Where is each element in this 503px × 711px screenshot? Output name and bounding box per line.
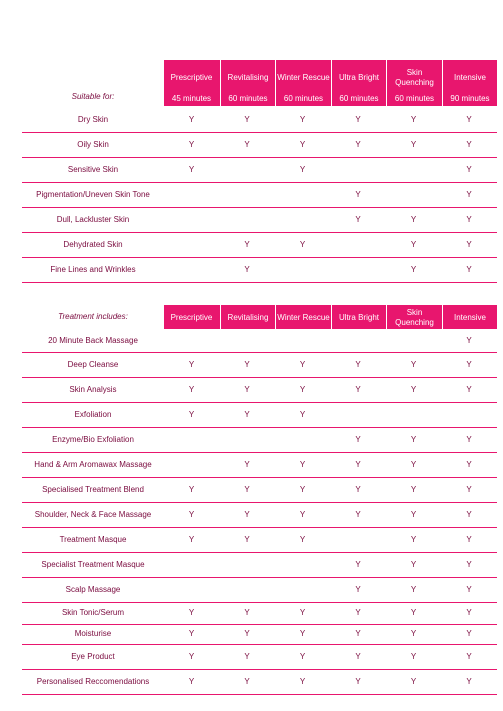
treatment-name: Revitalising (227, 313, 269, 322)
table-cell: Y (299, 139, 306, 149)
treatment-duration: 60 minutes (339, 94, 379, 103)
row-label: Specialist Treatment Masque (41, 559, 145, 569)
table-row (22, 427, 497, 453)
table-cell: Y (410, 384, 417, 394)
table-row (22, 330, 497, 353)
table-cell: Y (466, 139, 472, 149)
table-cell: Y (299, 651, 306, 661)
treatment-name: Ultra Bright (338, 73, 379, 82)
table-cell: Y (410, 559, 417, 569)
table-cell: Y (410, 484, 417, 494)
table-row (22, 624, 497, 645)
table-cell: Y (188, 409, 195, 419)
table-cell: Y (188, 509, 195, 519)
treatment-name: Winter Rescue (277, 313, 330, 322)
table-row (22, 477, 497, 503)
header-treatment-4 (386, 305, 442, 329)
table-cell: Y (188, 384, 195, 394)
table-cell: Y (355, 484, 361, 494)
table-cell: Y (244, 484, 250, 494)
table-cell: Y (466, 608, 472, 617)
row-label: Pigmentation/Uneven Skin Tone (36, 189, 150, 199)
table-cell: Y (188, 608, 195, 617)
table-cell: Y (466, 584, 472, 594)
row-label: Dry Skin (77, 114, 109, 124)
table-cell: Y (410, 139, 417, 149)
header-treatment-3 (331, 60, 387, 106)
header-treatment-0 (164, 60, 219, 106)
row-label: Oily Skin (77, 139, 109, 149)
table-cell: Y (466, 651, 472, 661)
table-row (22, 257, 497, 283)
table-cell: Y (410, 459, 417, 469)
table-cell: Y (244, 676, 250, 686)
table-cell: Y (188, 676, 195, 686)
table-cell: Y (188, 651, 195, 661)
row-label: Exfoliation (74, 409, 112, 419)
table-cell: Y (466, 676, 472, 686)
header-treatment-2 (275, 305, 331, 329)
table-row (22, 527, 497, 553)
table-cell: Y (299, 629, 306, 638)
treatment-name: Revitalising (227, 73, 269, 82)
treatment-name: Prescriptive (170, 313, 213, 322)
table-cell: Y (299, 239, 306, 249)
row-label: Treatment Masque (59, 534, 127, 544)
table-cell: Y (188, 114, 195, 124)
row-label: 20 Minute Back Massage (48, 336, 138, 345)
header-treatment-5 (442, 305, 498, 329)
table-cell: Y (355, 114, 361, 124)
table-cell: Y (244, 629, 250, 638)
row-label: Sensitive Skin (67, 164, 119, 174)
table-cell: Y (466, 434, 472, 444)
table-cell: Y (466, 534, 472, 544)
table-cell: Y (355, 509, 361, 519)
table-row (22, 577, 497, 603)
table-cell: Y (410, 214, 417, 224)
table-cell: Y (244, 264, 250, 274)
table-cell: Y (244, 459, 250, 469)
table-cell: Y (466, 189, 472, 199)
table-row (22, 132, 497, 158)
table-cell: Y (410, 114, 417, 124)
treatment-duration: 90 minutes (450, 94, 490, 103)
table-cell: Y (299, 384, 306, 394)
table-cell: Y (244, 534, 250, 544)
table-cell: Y (355, 139, 361, 149)
header-treatment-1 (220, 305, 276, 329)
table-row (22, 107, 497, 133)
treatment-name: Intensive (453, 313, 487, 322)
table-cell: Y (466, 384, 472, 394)
table1-section-title: Suitable for: (71, 92, 115, 101)
table-cell: Y (355, 189, 361, 199)
row-label: Personalised Reccomendations (36, 676, 150, 686)
treatment-name: Winter Rescue (277, 73, 330, 82)
table-cell: Y (244, 509, 250, 519)
table-cell: Y (244, 651, 250, 661)
row-label: Scalp Massage (65, 584, 121, 594)
table-cell: Y (244, 114, 250, 124)
table-cell: Y (410, 584, 417, 594)
table-cell: Y (355, 214, 361, 224)
row-label: Enzyme/Bio Exfoliation (52, 434, 134, 444)
table-cell: Y (188, 484, 195, 494)
header-treatment-5 (442, 60, 498, 106)
row-label: Specialised Treatment Blend (42, 484, 144, 494)
row-label: Shoulder, Neck & Face Massage (34, 509, 152, 519)
table-cell: Y (299, 484, 306, 494)
treatment-duration: 45 minutes (171, 94, 212, 103)
treatment-name: Intensive (453, 73, 487, 82)
table-cell: Y (299, 676, 306, 686)
table-cell: Y (466, 629, 472, 638)
header-treatment-4 (386, 60, 442, 106)
table-cell: Y (188, 359, 195, 369)
table2-section-title: Treatment includes: (58, 312, 128, 321)
treatment-name: Ultra Bright (338, 313, 379, 322)
table-cell: Y (355, 676, 361, 686)
table-row (22, 157, 497, 183)
row-label: Skin Analysis (69, 384, 117, 394)
table-cell: Y (299, 608, 306, 617)
table-cell: Y (466, 459, 472, 469)
table-cell: Y (244, 409, 250, 419)
table-cell: Y (299, 359, 306, 369)
table-cell: Y (188, 629, 195, 638)
row-label: Dehydrated Skin (63, 239, 123, 249)
table-row (22, 232, 497, 258)
table2-header (164, 305, 497, 329)
table-cell: Y (466, 509, 472, 519)
table-cell: Y (410, 534, 417, 544)
table-cell: Y (410, 608, 417, 617)
table-cell: Y (466, 559, 472, 569)
table-cell: Y (355, 584, 361, 594)
table-row (22, 452, 497, 478)
table-cell: Y (466, 214, 472, 224)
table-row (22, 352, 497, 378)
table-cell: Y (299, 509, 306, 519)
header-treatment-2 (275, 60, 331, 106)
table-cell: Y (355, 559, 361, 569)
table-cell: Y (355, 359, 361, 369)
table-cell: Y (410, 629, 417, 638)
table-row (22, 377, 497, 403)
table-cell: Y (410, 239, 417, 249)
table-cell: Y (466, 239, 472, 249)
table-cell: Y (466, 359, 472, 369)
treatment-name: Prescriptive (170, 73, 213, 82)
table-cell: Y (244, 359, 250, 369)
table-cell: Y (410, 651, 417, 661)
table-row (22, 552, 497, 578)
treatment-duration: 60 minutes (228, 94, 268, 103)
row-label: Eye Product (71, 651, 115, 661)
table-cell: Y (466, 164, 472, 174)
table-cell: Y (188, 164, 195, 174)
table-cell: Y (410, 264, 417, 274)
table-row (22, 669, 497, 695)
table-cell: Y (299, 114, 306, 124)
table-cell: Y (244, 239, 250, 249)
header-treatment-1 (220, 60, 276, 106)
table-cell: Y (466, 484, 472, 494)
row-label: Dull, Lackluster Skin (56, 214, 130, 224)
treatment-duration: 60 minutes (394, 94, 435, 103)
row-label: Moisturise (74, 629, 112, 638)
table-row (22, 644, 497, 670)
table-cell: Y (355, 629, 361, 638)
table-cell: Y (244, 608, 250, 617)
table-cell: Y (299, 459, 306, 469)
table-cell: Y (466, 114, 472, 124)
table-cell: Y (188, 139, 195, 149)
treatment-name: Skin Quenching (395, 68, 434, 87)
table-row (22, 602, 497, 625)
table-cell: Y (299, 409, 306, 419)
table-cell: Y (410, 509, 417, 519)
row-label: Deep Cleanse (67, 359, 119, 369)
row-label: Skin Tonic/Serum (61, 608, 125, 617)
table-cell: Y (355, 651, 361, 661)
table-cell: Y (355, 384, 361, 394)
table-cell: Y (466, 264, 472, 274)
table-row (22, 207, 497, 233)
table-row (22, 182, 497, 208)
table-cell: Y (299, 164, 306, 174)
table-cell: Y (410, 359, 417, 369)
table-cell: Y (355, 434, 361, 444)
treatment-duration: 60 minutes (283, 94, 324, 103)
table-row (22, 402, 497, 428)
header-treatment-3 (331, 305, 387, 329)
table1-header (164, 60, 497, 106)
table-cell: Y (299, 534, 306, 544)
table-cell: Y (466, 336, 472, 345)
row-label: Fine Lines and Wrinkles (50, 264, 136, 274)
header-treatment-0 (164, 305, 219, 329)
table-row (22, 502, 497, 528)
row-label: Hand & Arm Aromawax Massage (34, 459, 152, 469)
treatment-name: Skin Quenching (395, 308, 434, 327)
table-cell: Y (244, 384, 250, 394)
table-cell: Y (355, 608, 361, 617)
table-cell: Y (410, 676, 417, 686)
table-cell: Y (410, 434, 417, 444)
table-cell: Y (244, 139, 250, 149)
table-cell: Y (188, 534, 195, 544)
table-cell: Y (355, 459, 361, 469)
